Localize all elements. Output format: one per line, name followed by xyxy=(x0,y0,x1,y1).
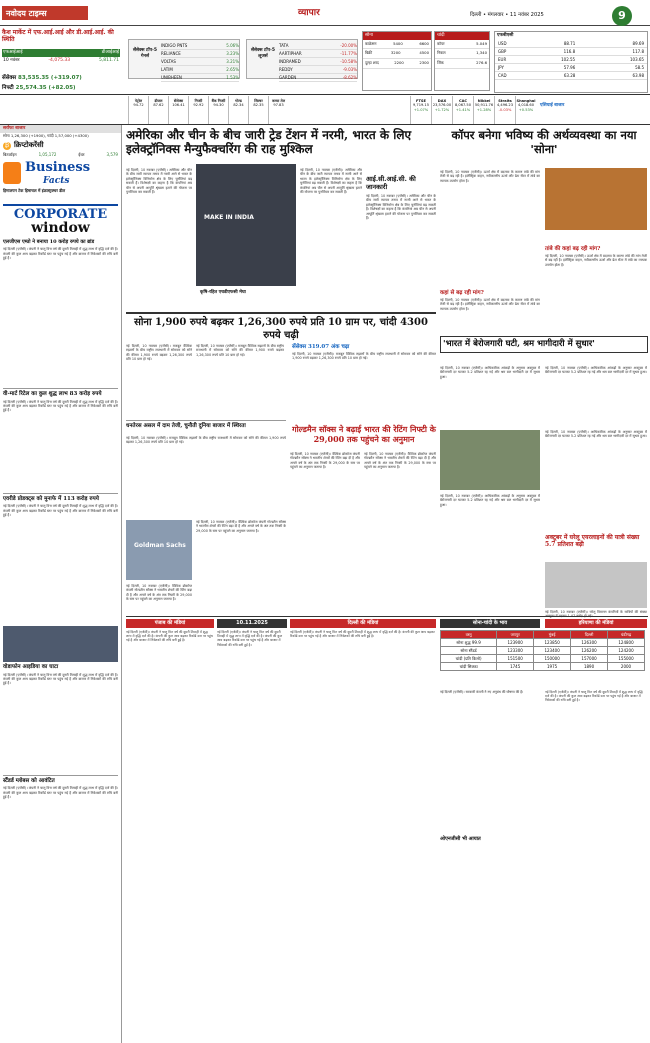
punjab-mandi-title: पंजाब की मंडियां xyxy=(126,619,214,628)
world-value: 50,911.76 xyxy=(474,103,494,108)
copper-body-2: नई दिल्ली, 10 नवम्बर (एजेंसी)। ऊर्जा क्षेत्र में बदलाव के कारण तांबे की मांग तेजी से बढ़ रही है। इलेक्ट्रिक वाहन, नवीकरणीय ऊर्जा और डेटा सेंटर में तांबे का व्यापक उपयोग होता है। xyxy=(440,298,540,311)
story2-body: नई दिल्ली (एजेंसी)। कंपनी ने चालू वित्त वर्ष की दूसरी तिमाही में शुद्ध लाभ में वृद्धि दर्ज की है। कंपनी की कुल आय बढ़कर रिकॉर्ड स्तर पर पहुंच गई है और बाजार में निवेशकों की रुचि बनी हुई है। xyxy=(3,504,118,517)
forex-row xyxy=(495,56,647,64)
mover-change: 5.06% xyxy=(226,43,239,48)
mover-row xyxy=(279,74,357,82)
gainers-title: सेंसेक्स टॉप-5 गेनर्स xyxy=(132,48,158,59)
nuclear-headline: ओएनजीसी भी आयात xyxy=(440,836,481,842)
copper-photo xyxy=(545,168,647,230)
forex-row xyxy=(495,72,647,80)
fii-value: -4,075.33 xyxy=(48,57,71,63)
world-name: Shanghai xyxy=(516,99,536,103)
world-ticks xyxy=(410,96,536,124)
cw-body: नई दिल्ली (एजेंसी)। कंपनी ने चालू वित्त वर्ष की दूसरी तिमाही में शुद्ध लाभ में वृद्धि दर्ज की है। कंपनी की कुल आय बढ़कर रिकॉर्ड स्तर पर पहुंच गई है और बाजार में निवेशकों की रुचि बनी हुई है। xyxy=(3,247,118,260)
unemployment-headline: 'भारत में बेरोजगारी घटी, श्रम भागीदारी में सुधार' xyxy=(440,336,648,353)
business-text: हिमालयन टेक हिमाचल में इंफ्रास्ट्रक्चर डील xyxy=(3,188,66,194)
gainers-box xyxy=(128,39,240,79)
newspaper-logo: नवोदय टाइम्स xyxy=(2,6,88,20)
lead-body-col1: नई दिल्ली, 10 नवम्बर (एजेंसी)। अमेरिका और चीन के बीच जारी व्यापार तनाव में नरमी आने से भारत के इलेक्ट्रॉनिक्स विनिर्माण क्षेत्र के लिए चुनौतियां बढ़ सकती हैं। विशेषज्ञों का कहना है कि कंपनियां अब चीन से अपनी आपूर्ति श्रृंखला हटाने की योजना पर पुनर्विचार कर सकती हैं। xyxy=(126,168,192,195)
silver-row xyxy=(435,49,489,59)
index-tick xyxy=(268,96,288,124)
fii-dii-headline: कैश मार्केट में एफ.आई.आई और डी.आई.आई. की स्थिति xyxy=(2,29,114,43)
silver-label: चांदी xyxy=(435,32,489,40)
silver-cell: 276.6 xyxy=(476,60,487,66)
gold-rows xyxy=(363,40,431,69)
silver-cell: कॉपर xyxy=(437,40,445,46)
haryana-mandi-list: नई दिल्ली (एजेंसी)। कंपनी ने चालू वित्त वर्ष की दूसरी तिमाही में शुद्ध लाभ में वृद्धि दर्ज की है। कंपनी की कुल आय बढ़कर रिकॉर्ड स्तर पर पहुंच गई है और बाजार में निवेशकों की रुचि बनी हुई है। xyxy=(545,690,643,703)
world-tick xyxy=(410,96,431,124)
rate-cell: 126200 xyxy=(571,647,608,655)
forex-cell: JPY xyxy=(498,64,504,70)
index-tick xyxy=(228,96,248,124)
bitcoin-icon: ₿ xyxy=(4,141,10,149)
sensex-value: 83,535.35 (+319.07) xyxy=(18,75,82,81)
cw-title-1: CORPORATE xyxy=(13,207,108,223)
airplane-photo xyxy=(545,562,647,608)
crypto-values xyxy=(0,152,121,157)
gold-price-headline: सोना 1,900 रुपये बढ़कर 1,26,300 रुपये प्रति 10 ग्राम पर, चांदी 4300 रुपये चढ़ी xyxy=(126,312,436,342)
rate-cell: 123400 xyxy=(534,647,571,655)
mover-name: TATA xyxy=(279,43,289,48)
mover-change: -11.77% xyxy=(340,51,357,56)
gainers-list xyxy=(161,42,239,82)
copper-headline: कॉपर बनेगा भविष्य की अर्थव्यवस्था का नया 'सोना' xyxy=(451,128,637,156)
world-tick xyxy=(494,96,515,124)
world-name: Nikkei xyxy=(477,99,491,103)
nifty-value: 25,574.35 (+82.05) xyxy=(15,85,76,91)
world-name: DAX xyxy=(437,99,447,103)
mover-change: 2.65% xyxy=(226,67,239,72)
btc-label: बिटकॉइन xyxy=(3,152,17,158)
eth-value: 3,579 xyxy=(106,152,118,158)
copper-subhead-2: तांबे की कहां बढ़ रही मांग? xyxy=(545,246,601,252)
world-name: CAC xyxy=(458,99,468,103)
forex-cell: 103.65 xyxy=(629,56,644,62)
asia-label: एशियाई बाजार xyxy=(540,103,565,108)
delhi-mandi-list: नई दिल्ली (एजेंसी)। कंपनी ने चालू वित्त वर्ष की दूसरी तिमाही में शुद्ध लाभ में वृद्धि दर्ज की है। कंपनी की कुल आय बढ़कर रिकॉर्ड स्तर पर पहुंच गई है और बाजार में निवेशकों की रुचि बनी हुई है। xyxy=(290,630,435,639)
unemployment-body-4: नई दिल्ली, 10 नवम्बर (एजेंसी)। आधिकारिक आंकड़ों के अनुसार अक्टूबर में बेरोजगारी दर घटकर 5.2 प्रतिशत रह गई और श्रम बल भागीदारी दर में सुधार हुआ। xyxy=(440,494,540,507)
index-ticks xyxy=(128,96,288,124)
gold-rates-box xyxy=(362,31,432,91)
rate-cell: 151500 xyxy=(497,655,534,663)
forex-title: एफबीएसी xyxy=(497,33,514,38)
unemployment-body-3: नई दिल्ली, 10 नवम्बर (एजेंसी)। आधिकारिक आंकड़ों के अनुसार अक्टूबर में बेरोजगारी दर घटकर 5.2 प्रतिशत रह गई और श्रम बल भागीदारी दर में सुधार हुआ। xyxy=(545,430,647,439)
haryana-mandi-title: हरियाणा की मंडियां xyxy=(545,619,647,628)
gold-row xyxy=(363,59,431,69)
rate-cell: चांदी सिक्का xyxy=(441,663,497,671)
mover-change: -9.03% xyxy=(342,67,357,72)
silver-rows xyxy=(435,40,489,69)
mover-change: 3.21% xyxy=(226,59,239,64)
punjab-mandi-list: नई दिल्ली (एजेंसी)। कंपनी ने चालू वित्त वर्ष की दूसरी तिमाही में शुद्ध लाभ में वृद्धि दर्ज की है। कंपनी की कुल आय बढ़कर रिकॉर्ड स्तर पर पहुंच गई है और बाजार में निवेशकों की रुचि बनी हुई है। xyxy=(126,630,213,643)
forex-cell: GBP xyxy=(498,48,507,54)
story3-headline: वोडाफोन आइडिया का घाटा xyxy=(3,664,59,671)
index-label: निफ्टी xyxy=(194,99,203,103)
story1-headline: वी-मार्ट रिटेल का कुल शुद्ध लाभ 83 करोड़ रुपये xyxy=(3,388,118,398)
forex-cell: 89.69 xyxy=(632,40,644,46)
copper-body: नई दिल्ली, 10 नवम्बर (एजेंसी)। ऊर्जा क्षेत्र में बदलाव के कारण तांबे की मांग तेजी से बढ़ रही है। इलेक्ट्रिक वाहन, नवीकरणीय ऊर्जा और डेटा सेंटर में तांबे का व्यापक उपयोग होता है। xyxy=(440,170,540,183)
rate-cell: 123900 xyxy=(497,639,534,647)
mover-name: VOLTAS xyxy=(161,59,176,64)
page-number: 9 xyxy=(612,6,632,26)
rate-header-cell: मुंबई xyxy=(534,631,571,639)
rbi-headline: धनतेरस असल में दाम तेजी, चुनौती दुनिया बाजार में स्थिरता xyxy=(126,420,286,430)
index-value: 97.83 xyxy=(273,103,284,108)
rbi-body: नई दिल्ली, 10 नवम्बर (एजेंसी)। मजबूत वैश्विक रुझानों के बीच राष्ट्रीय राजधानी में सोमवार को सोने की कीमत 1,900 रुपये बढ़कर 1,26,300 रुपये प्रति 10 ग्राम हो गई। xyxy=(126,436,286,445)
index-value: 87.62 xyxy=(153,103,164,108)
mover-change: 1.53% xyxy=(226,75,239,80)
rate-cell: 124800 xyxy=(608,639,645,647)
forex-cell: EUR xyxy=(498,56,507,62)
losers-list xyxy=(279,42,357,82)
world-tick xyxy=(473,96,494,124)
goldman-body-1: नई दिल्ली, 10 नवम्बर (एजेंसी)। वैश्विक ब्रोकरेज कंपनी गोल्डमैन सॉक्स ने भारतीय शेयरों की रेटिंग बढ़ा दी है और अगले वर्ष के अंत तक निफ्टी के 29,000 के स्तर पर पहुंचने का अनुमान जताया है। xyxy=(290,452,360,470)
rate-row xyxy=(441,639,645,647)
date-mandi-list: नई दिल्ली (एजेंसी)। कंपनी ने चालू वित्त वर्ष की दूसरी तिमाही में शुद्ध लाभ में वृद्धि दर्ज की है। कंपनी की कुल आय बढ़कर रिकॉर्ड स्तर पर पहुंच गई है और बाजार में निवेशकों की रुचि बनी हुई है। xyxy=(217,630,283,647)
mover-change: -10.58% xyxy=(340,59,357,64)
unemployment-body-2: नई दिल्ली, 10 नवम्बर (एजेंसी)। आधिकारिक आंकड़ों के अनुसार अक्टूबर में बेरोजगारी दर घटकर 5.2 प्रतिशत रह गई और श्रम बल भागीदारी दर में सुधार हुआ। xyxy=(545,366,647,375)
forex-row xyxy=(495,40,647,48)
forex-cell: 63.98 xyxy=(632,72,644,78)
rate-header-cell: वस्तु xyxy=(441,631,497,639)
story4-headline: स्टैंडर्ड ग्लोबस को आवंटित xyxy=(3,775,118,785)
airline-body: नई दिल्ली, 10 नवम्बर (एजेंसी)। घरेलू विमानन कंपनियों के यात्रियों की संख्या xyxy=(545,610,647,614)
index-value: 92.92 xyxy=(193,103,204,108)
fii-label: एफआईआई xyxy=(3,50,23,55)
delhi-mandi-title: दिल्ली की मंडियां xyxy=(290,619,436,628)
world-change: +0.53% xyxy=(518,107,534,112)
gold-row xyxy=(363,49,431,59)
story1-body: नई दिल्ली (एजेंसी)। कंपनी ने चालू वित्त वर्ष की दूसरी तिमाही में शुद्ध लाभ में वृद्धि दर्ज की है। कंपनी की कुल आय बढ़कर रिकॉर्ड स्तर पर पहुंच गई है और बाजार में निवेशकों की रुचि बनी हुई है। xyxy=(3,399,118,413)
crypto-title: क्रिप्टोकरेंसी xyxy=(14,140,44,150)
mover-change: -20.00% xyxy=(340,43,357,48)
lead-sidehead: कृषि-रहित एचडीएफसी मेघा xyxy=(200,290,246,295)
silver-row xyxy=(435,59,489,69)
rate-cell: चांदी (प्रति किलो) xyxy=(441,655,497,663)
mover-row xyxy=(161,42,239,50)
bullion-rate-table xyxy=(440,630,645,671)
nuclear-body: नई दिल्ली (एजेंसी)। सरकारी कंपनी ने नए अनुबंध की घोषणा की है। xyxy=(440,690,524,694)
forex-cell: 116.8 xyxy=(563,48,576,54)
forex-cell: 117.8 xyxy=(632,48,644,54)
lead-headline: अमेरिका और चीन के बीच जारी ट्रेड टेंशन में नरमी, भारत के लिए इलेक्ट्रॉनिक्स मैन्युफैक्चरिंग की राह मुश्किल xyxy=(126,128,412,156)
mover-row xyxy=(161,74,239,82)
rate-cell: 126300 xyxy=(571,639,608,647)
goldman-body-3: नई दिल्ली, 10 नवम्बर (एजेंसी)। वैश्विक ब्रोकरेज कंपनी गोल्डमैन सॉक्स ने भारतीय शेयरों की रेटिंग बढ़ा दी है और अगले वर्ष के अंत तक निफ्टी के 29,000 के स्तर पर पहुंचने का अनुमान जताया है। xyxy=(196,520,286,533)
mover-row xyxy=(161,58,239,66)
business-title: Business xyxy=(25,160,91,176)
gold-cell: दूल्हा शब्द xyxy=(365,60,379,66)
copper-body-3: नई दिल्ली, 10 नवम्बर (एजेंसी)। ऊर्जा क्षेत्र में बदलाव के कारण तांबे की मांग तेजी से बढ़ रही है। इलेक्ट्रिक वाहन, नवीकरणीय ऊर्जा और डेटा सेंटर में तांबे का व्यापक उपयोग होता है। xyxy=(545,254,647,267)
goldman-body-4: नई दिल्ली, 10 नवम्बर (एजेंसी)। वैश्विक ब्रोकरेज कंपनी गोल्डमैन सॉक्स ने भारतीय शेयरों की रेटिंग बढ़ा दी है और अगले वर्ष के अंत तक निफ्टी के 29,000 के स्तर पर पहुंचने का अनुमान जताया है। xyxy=(126,584,192,602)
index-label: गोल्ड xyxy=(235,99,242,103)
gold-row xyxy=(363,40,431,50)
index-label: कच्चा तेल xyxy=(271,99,286,103)
corporate-window xyxy=(3,204,118,236)
section-title: व्यापार xyxy=(298,8,320,18)
rate-cell: 155000 xyxy=(608,655,645,663)
index-value: 106.41 xyxy=(172,103,185,108)
sensex-body: नई दिल्ली, 10 नवम्बर (एजेंसी)। मजबूत वैश्विक रुझानों के बीच राष्ट्रीय राजधानी में सोमवार को सोने की कीमत 1,900 रुपये बढ़कर 1,26,300 रुपये प्रति 10 ग्राम हो गई। xyxy=(292,352,436,361)
mover-name: GARDEN xyxy=(279,75,297,80)
gold-cell: 3200 xyxy=(390,50,401,56)
masthead xyxy=(0,0,650,26)
losers-box xyxy=(246,39,358,79)
cw-headline: एलजीएस एम्प्रो ने बनाया 10 करोड़ रुपये का ब्रांड xyxy=(3,239,95,246)
world-value: 4,496.23 xyxy=(496,103,513,108)
indices-band xyxy=(0,95,650,125)
mover-row xyxy=(279,50,357,58)
rate-cell: 1975 xyxy=(534,663,571,671)
rate-cell: 1890 xyxy=(571,663,608,671)
rate-header-cell: चंडीगढ़ xyxy=(608,631,645,639)
dii-label: डीआईआई xyxy=(101,50,119,55)
rate-cell: सोना स्टैंडर्ड xyxy=(441,647,497,655)
world-name: FTSE xyxy=(416,99,426,103)
world-change: +1.41% xyxy=(455,107,471,112)
ipo-headline: आई.सी.आई.सी. की जानकारी xyxy=(366,175,416,191)
rate-cell: 123300 xyxy=(497,647,534,655)
mover-row xyxy=(161,50,239,58)
goldman-photo xyxy=(126,520,192,580)
forex-cell: 58.5 xyxy=(635,64,644,70)
losers-title: सेंसेक्स टॉप-5 लूजर्स xyxy=(250,48,276,59)
world-name: Straits xyxy=(498,99,512,103)
gold-cell: 4500 xyxy=(419,50,429,56)
dateline: दिल्ली • मंगलवार • 11 नवंबर 2025 xyxy=(470,12,544,18)
gold-cell: बिक्री xyxy=(365,50,373,56)
world-change: +1.07% xyxy=(413,107,429,112)
mover-row xyxy=(161,66,239,74)
left-column xyxy=(0,125,122,1043)
rate-cell: सोना शुद्ध 99.9 xyxy=(441,639,497,647)
index-tick xyxy=(248,96,268,124)
index-label: बैंक निफ्टी xyxy=(211,99,226,103)
forex-row xyxy=(495,48,647,56)
gold-body-col2: नई दिल्ली, 10 नवम्बर (एजेंसी)। मजबूत वैश्विक रुझानों के बीच राष्ट्रीय राजधानी में सोमवार को सोने की कीमत 1,900 रुपये बढ़कर 1,26,300 रुपये प्रति 10 ग्राम हो गई। xyxy=(196,344,284,357)
forex-cell: CAD xyxy=(498,72,507,78)
unemployment-body-1: नई दिल्ली, 10 नवम्बर (एजेंसी)। आधिकारिक आंकड़ों के अनुसार अक्टूबर में बेरोजगारी दर घटकर 5.2 प्रतिशत रह गई और श्रम बल भागीदारी दर में सुधार हुआ। xyxy=(440,366,540,379)
rate-cell: 150000 xyxy=(534,655,571,663)
index-label: डीजल xyxy=(154,99,163,103)
goldman-body-2: नई दिल्ली, 10 नवम्बर (एजेंसी)। वैश्विक ब्रोकरेज कंपनी गोल्डमैन सॉक्स ने भारतीय शेयरों की रेटिंग बढ़ा दी है और अगले वर्ष के अंत तक निफ्टी के 29,000 के स्तर पर पहुंचने का अनुमान जताया है। xyxy=(364,452,436,470)
business-sub: Facts xyxy=(43,176,70,187)
btc-value: 1,05,172 xyxy=(38,152,57,158)
index-tick xyxy=(148,96,168,124)
index-value: 82.35 xyxy=(253,103,264,108)
silver-cell: 1,340 xyxy=(476,50,487,56)
market-strip xyxy=(0,27,650,95)
forex-cell: 88.71 xyxy=(563,40,576,46)
rate-header-cell: जयपुर xyxy=(497,631,534,639)
mover-row xyxy=(279,42,357,50)
fii-date: 10 नवंबर xyxy=(3,57,20,63)
lead-body-col2: नई दिल्ली, 10 नवम्बर (एजेंसी)। अमेरिका और चीन के बीच जारी व्यापार तनाव में नरमी आने से भारत के इलेक्ट्रॉनिक्स विनिर्माण क्षेत्र के लिए चुनौतियां बढ़ सकती हैं। विशेषज्ञों का कहना है कि कंपनियां अब चीन से अपनी आपूर्ति श्रृंखला हटाने की योजना पर पुनर्विचार कर सकती हैं। xyxy=(300,168,362,195)
forex-cell: USD xyxy=(498,40,507,46)
copper-subhead: कहां से बढ़ रही मांग? xyxy=(440,290,484,296)
mover-name: INDRAMED xyxy=(279,59,301,64)
mover-name: AARTIPHAR xyxy=(279,51,302,56)
gold-cell: 2300 xyxy=(419,60,429,66)
goldman-photo-text: Goldman Sachs xyxy=(134,542,186,549)
gold-cell: 6600 xyxy=(419,40,429,46)
mandi-divider xyxy=(126,616,648,617)
bullion-title: सर्राफा बाजार xyxy=(0,125,121,133)
index-value: 94.30 xyxy=(213,103,224,108)
rate-cell: 157000 xyxy=(571,655,608,663)
photo-caption: MAKE IN INDIA xyxy=(204,214,254,221)
rate-header-row xyxy=(441,631,645,639)
rate-row xyxy=(441,663,645,671)
mover-change: -8.62% xyxy=(342,75,357,80)
silver-cell: निकल xyxy=(437,50,446,56)
mover-name: RELIANCE xyxy=(161,51,181,56)
mover-name: REDDY xyxy=(279,67,293,72)
index-label: सेंसेक्स xyxy=(173,99,184,103)
gold-cell: 5400 xyxy=(393,40,403,46)
rate-row xyxy=(441,647,645,655)
silver-cell: जिंक xyxy=(437,60,444,66)
fii-dii-table xyxy=(2,49,120,64)
world-value: 23,576.00 xyxy=(432,103,452,108)
rate-cell: 124200 xyxy=(608,647,645,655)
goldman-headline: गोल्डमैन सॉक्स ने बढ़ाई भारत की रेटिंग निफ्टी के 29,000 तक पहुंचने का अनुमान xyxy=(292,424,436,444)
index-label: पेट्रोल xyxy=(134,99,143,103)
cw-title-2: window xyxy=(31,220,90,237)
mandi-date: 10.11.2025 xyxy=(217,619,287,628)
forex-rows xyxy=(495,40,647,80)
world-change: +1.28% xyxy=(476,107,492,112)
world-value: 9,719.15 xyxy=(412,103,429,108)
eth-label: ईथर xyxy=(78,152,85,158)
sensex-subhead: सेंसेक्स 319.07 अंक चढ़ा xyxy=(292,344,350,350)
rate-cell: 123850 xyxy=(534,639,571,647)
mover-name: INDIGO PNTS xyxy=(161,43,188,48)
make-in-india-photo xyxy=(196,164,296,286)
index-value: 94.72 xyxy=(133,103,144,108)
rate-cell: 1745 xyxy=(497,663,534,671)
forex-row xyxy=(495,64,647,72)
story4-body: नई दिल्ली (एजेंसी)। कंपनी ने चालू वित्त वर्ष की दूसरी तिमाही में शुद्ध लाभ में वृद्धि दर्ज की है। कंपनी की कुल आय बढ़कर रिकॉर्ड स्तर पर पहुंच गई है और बाजार में निवेशकों की रुचि बनी हुई है। xyxy=(3,786,118,799)
rate-cell: 2000 xyxy=(608,663,645,671)
nifty-label: निफ्टी xyxy=(2,85,14,91)
vodafone-photo xyxy=(3,626,118,662)
forex-cell: 57.96 xyxy=(563,64,576,70)
forex-cell: 102.55 xyxy=(561,56,576,62)
world-tick xyxy=(515,96,536,124)
ipo-body: नई दिल्ली, 10 नवम्बर (एजेंसी)। अमेरिका और चीन के बीच जारी व्यापार तनाव में नरमी आने से भारत के इलेक्ट्रॉनिक्स विनिर्माण क्षेत्र के लिए चुनौतियां बढ़ सकती हैं। विशेषज्ञों का कहना है कि कंपनियां अब चीन से अपनी आपूर्ति श्रृंखला हटाने की योजना पर पुनर्विचार कर सकती हैं। xyxy=(366,194,436,221)
mover-name: LATIM xyxy=(161,67,173,72)
workers-photo xyxy=(440,430,540,490)
world-change: -0.03% xyxy=(498,107,512,112)
bullion-line: सोना 1,26,300 (+1900), चांदी 1,57,000 (+4300) xyxy=(3,132,89,138)
gold-cell: 2200 xyxy=(394,60,404,66)
world-tick xyxy=(431,96,452,124)
world-value: 4,018.60 xyxy=(517,103,534,108)
dii-value: 5,811.71 xyxy=(98,57,119,63)
mover-name: UNIBHEEN xyxy=(161,75,182,80)
world-tick xyxy=(452,96,473,124)
gold-cell: काफ्रेसन xyxy=(365,40,377,46)
forex-cell: 63.28 xyxy=(563,72,576,78)
mover-change: 3.23% xyxy=(226,51,239,56)
silver-rates-box xyxy=(434,31,490,91)
world-change: +1.72% xyxy=(434,107,450,112)
world-value: 8,067.50 xyxy=(454,103,471,108)
lightbulb-icon xyxy=(3,162,21,184)
silver-cell: 5.049 xyxy=(476,40,487,46)
index-label: सिल्वर xyxy=(254,99,263,103)
business-facts xyxy=(3,160,118,200)
rate-row xyxy=(441,655,645,663)
nifty-line xyxy=(2,85,76,92)
index-tick xyxy=(168,96,188,124)
index-tick xyxy=(128,96,148,124)
mover-row xyxy=(279,58,357,66)
story3-body: नई दिल्ली (एजेंसी)। कंपनी ने चालू वित्त वर्ष की दूसरी तिमाही में शुद्ध लाभ में वृद्धि दर्ज की है। कंपनी की कुल आय बढ़कर रिकॉर्ड स्तर पर पहुंच गई है और बाजार में निवेशकों की रुचि बनी हुई है। xyxy=(3,672,118,686)
crypto-block xyxy=(0,139,121,152)
sensex-label: सेंसेक्स xyxy=(2,75,17,81)
mover-row xyxy=(279,66,357,74)
index-tick xyxy=(208,96,228,124)
gold-label: सोना xyxy=(363,32,431,40)
story2-headline: एवरीडे प्रोडक्ट्स को मुनाफे में 113 करोड़ रुपये xyxy=(3,493,118,503)
silver-row xyxy=(435,40,489,50)
gold-rates-title: सोना-चांदी के भाव xyxy=(440,619,540,628)
index-tick xyxy=(188,96,208,124)
forex-box xyxy=(494,31,648,93)
gold-body-col1: नई दिल्ली, 10 नवम्बर (एजेंसी)। मजबूत वैश्विक रुझानों के बीच राष्ट्रीय राजधानी में सोमवार को सोने की कीमत 1,900 रुपये बढ़कर 1,26,300 रुपये प्रति 10 ग्राम हो गई। xyxy=(126,344,192,362)
rate-header-cell: दिल्ली xyxy=(571,631,608,639)
index-value: 82.34 xyxy=(233,103,244,108)
sensex-line xyxy=(2,75,82,82)
airline-headline: अक्टूबर में घरेलू एयरलाइनों की यात्री संख्या 5.7 प्रतिशत बढ़ी xyxy=(545,534,640,548)
